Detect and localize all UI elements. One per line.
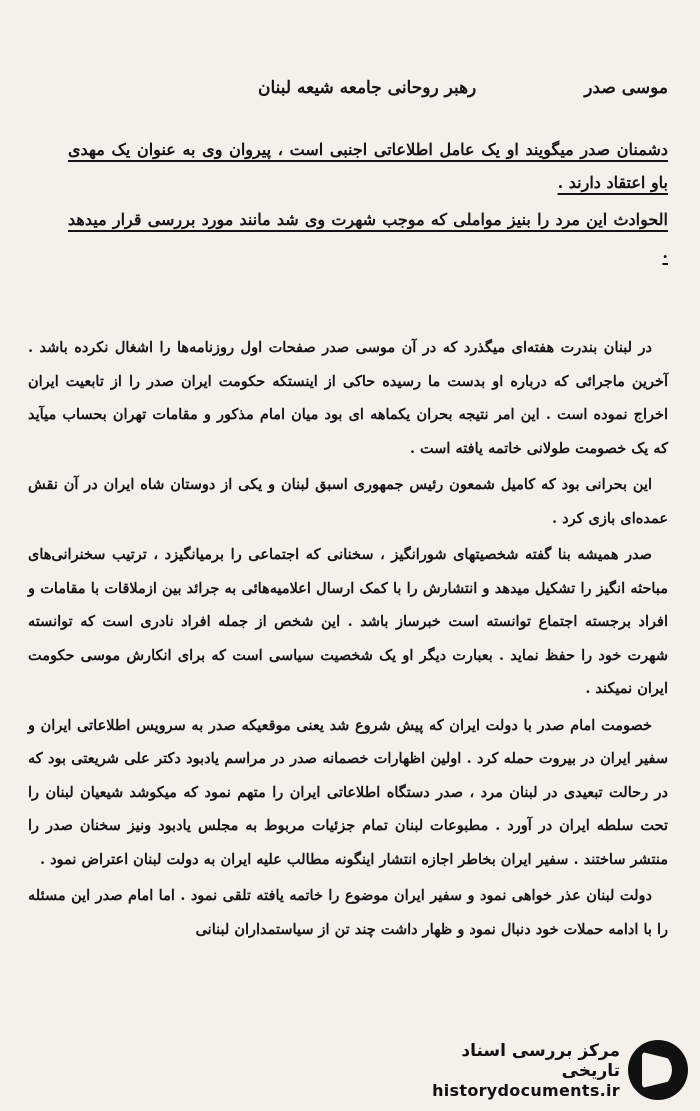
document-page — [28, 48, 668, 1078]
history-documents-logo-icon — [628, 1040, 688, 1100]
summary-line: الحوادث این مرد را بنیز مواملی که موجب شهرت وی شد مانند مورد بررسی قرار میدهد . — [68, 210, 668, 262]
header-name: موسی صدر — [584, 78, 668, 98]
watermark-text-en: historydocuments.ir — [432, 1080, 620, 1100]
body-paragraph: این بحرانی بود که کامیل شمعون رئیس جمهوری اسبق لبنان و یکی از دوستان شاه ایران در آن نقش عمده‌ای بازی کرد . — [28, 476, 668, 527]
body-paragraph: دولت لبنان عذر خواهی نمود و سفیر ایران موضوع را خاتمه یافته تلقی نمود . اما امام صدر این مسئله را با ادامه حملات خود دنبال نمود و ظهار داشت چند تن از سیاستمداران لبنانی — [28, 887, 668, 938]
summary-block — [68, 133, 668, 273]
body-text — [28, 331, 668, 949]
header-title: رهبر روحانی جامعه شیعه لبنان — [258, 78, 477, 98]
watermark-text — [410, 1041, 620, 1100]
body-paragraph: خصومت امام صدر با دولت ایران که پیش شروع شد یعنی موقعیکه صدر به سرویس اطلاعاتی ایران و سفیر ایران در بیروت حمله کرد . اولین اظهارات خصمانه صدر در مراسم یادبود دکتر علی شریعتی بود که در رحالت تبعیدی در لبنان مرد ، صدر دستگاه اطلاعاتی ایران را متهم نمود که میکوشد شیعیان لبنان را تحت سلطه ایران در آورد . مطبوعات لبنان تمام جزئیات مربوط به مجلس یادبود ونیز سخنان صدر را منتشر ساختند . سفیر ایران بخاطر اجازه انتشار اینگونه مطالب علیه ایران به دولت لبنان اعتراض نمود . — [28, 716, 668, 868]
summary-line: دشمنان صدر میگویند او یک عامل اطلاعاتی اجنبی است ، پیروان وی به عنوان یک مهدی باو اعتقاد دارند . — [68, 140, 668, 192]
archive-watermark — [410, 1035, 692, 1105]
body-paragraph: در لبنان بندرت هفته‌ای میگذرد که در آن موسی صدر صفحات اول روزنامه‌ها را اشغال نکرده باشد . آخرین ماجرائی که درباره او بدست ما رسیده حاکی از اینستکه حکومت ایران صدر را از تابعیت ایران اخراج نموده است . این امر نتیجه بحران یکماهه ای بود میان امام مذکور و مقامات تهران بحساب میآید که یک خصومت طولانی خاتمه یافته است . — [28, 339, 668, 457]
watermark-text-fa: مرکز بررسی اسناد تاریخی — [461, 1040, 620, 1081]
body-paragraph: صدر همیشه بنا گفته شخصیتهای شورانگیز ، سخنانی که اجتماعی را برمیانگیزد ، ترتیب سخنرانی‌های مباحثه انگیز را تشکیل میدهد و انتشارش را با کمک ارسال اعلامیه‌هائی به جرائد بین ازملاقات با مقامات و افراد برجسته اجتماع توانسته است خبرساز باشد . این شخص از جمله افراد نادری است که توانسته شهرت خود را حفظ نماید . بعبارت دیگر او یک شخصیت سیاسی است که برای انکارش موسی حکومت ایران نمیکند . — [28, 546, 668, 697]
